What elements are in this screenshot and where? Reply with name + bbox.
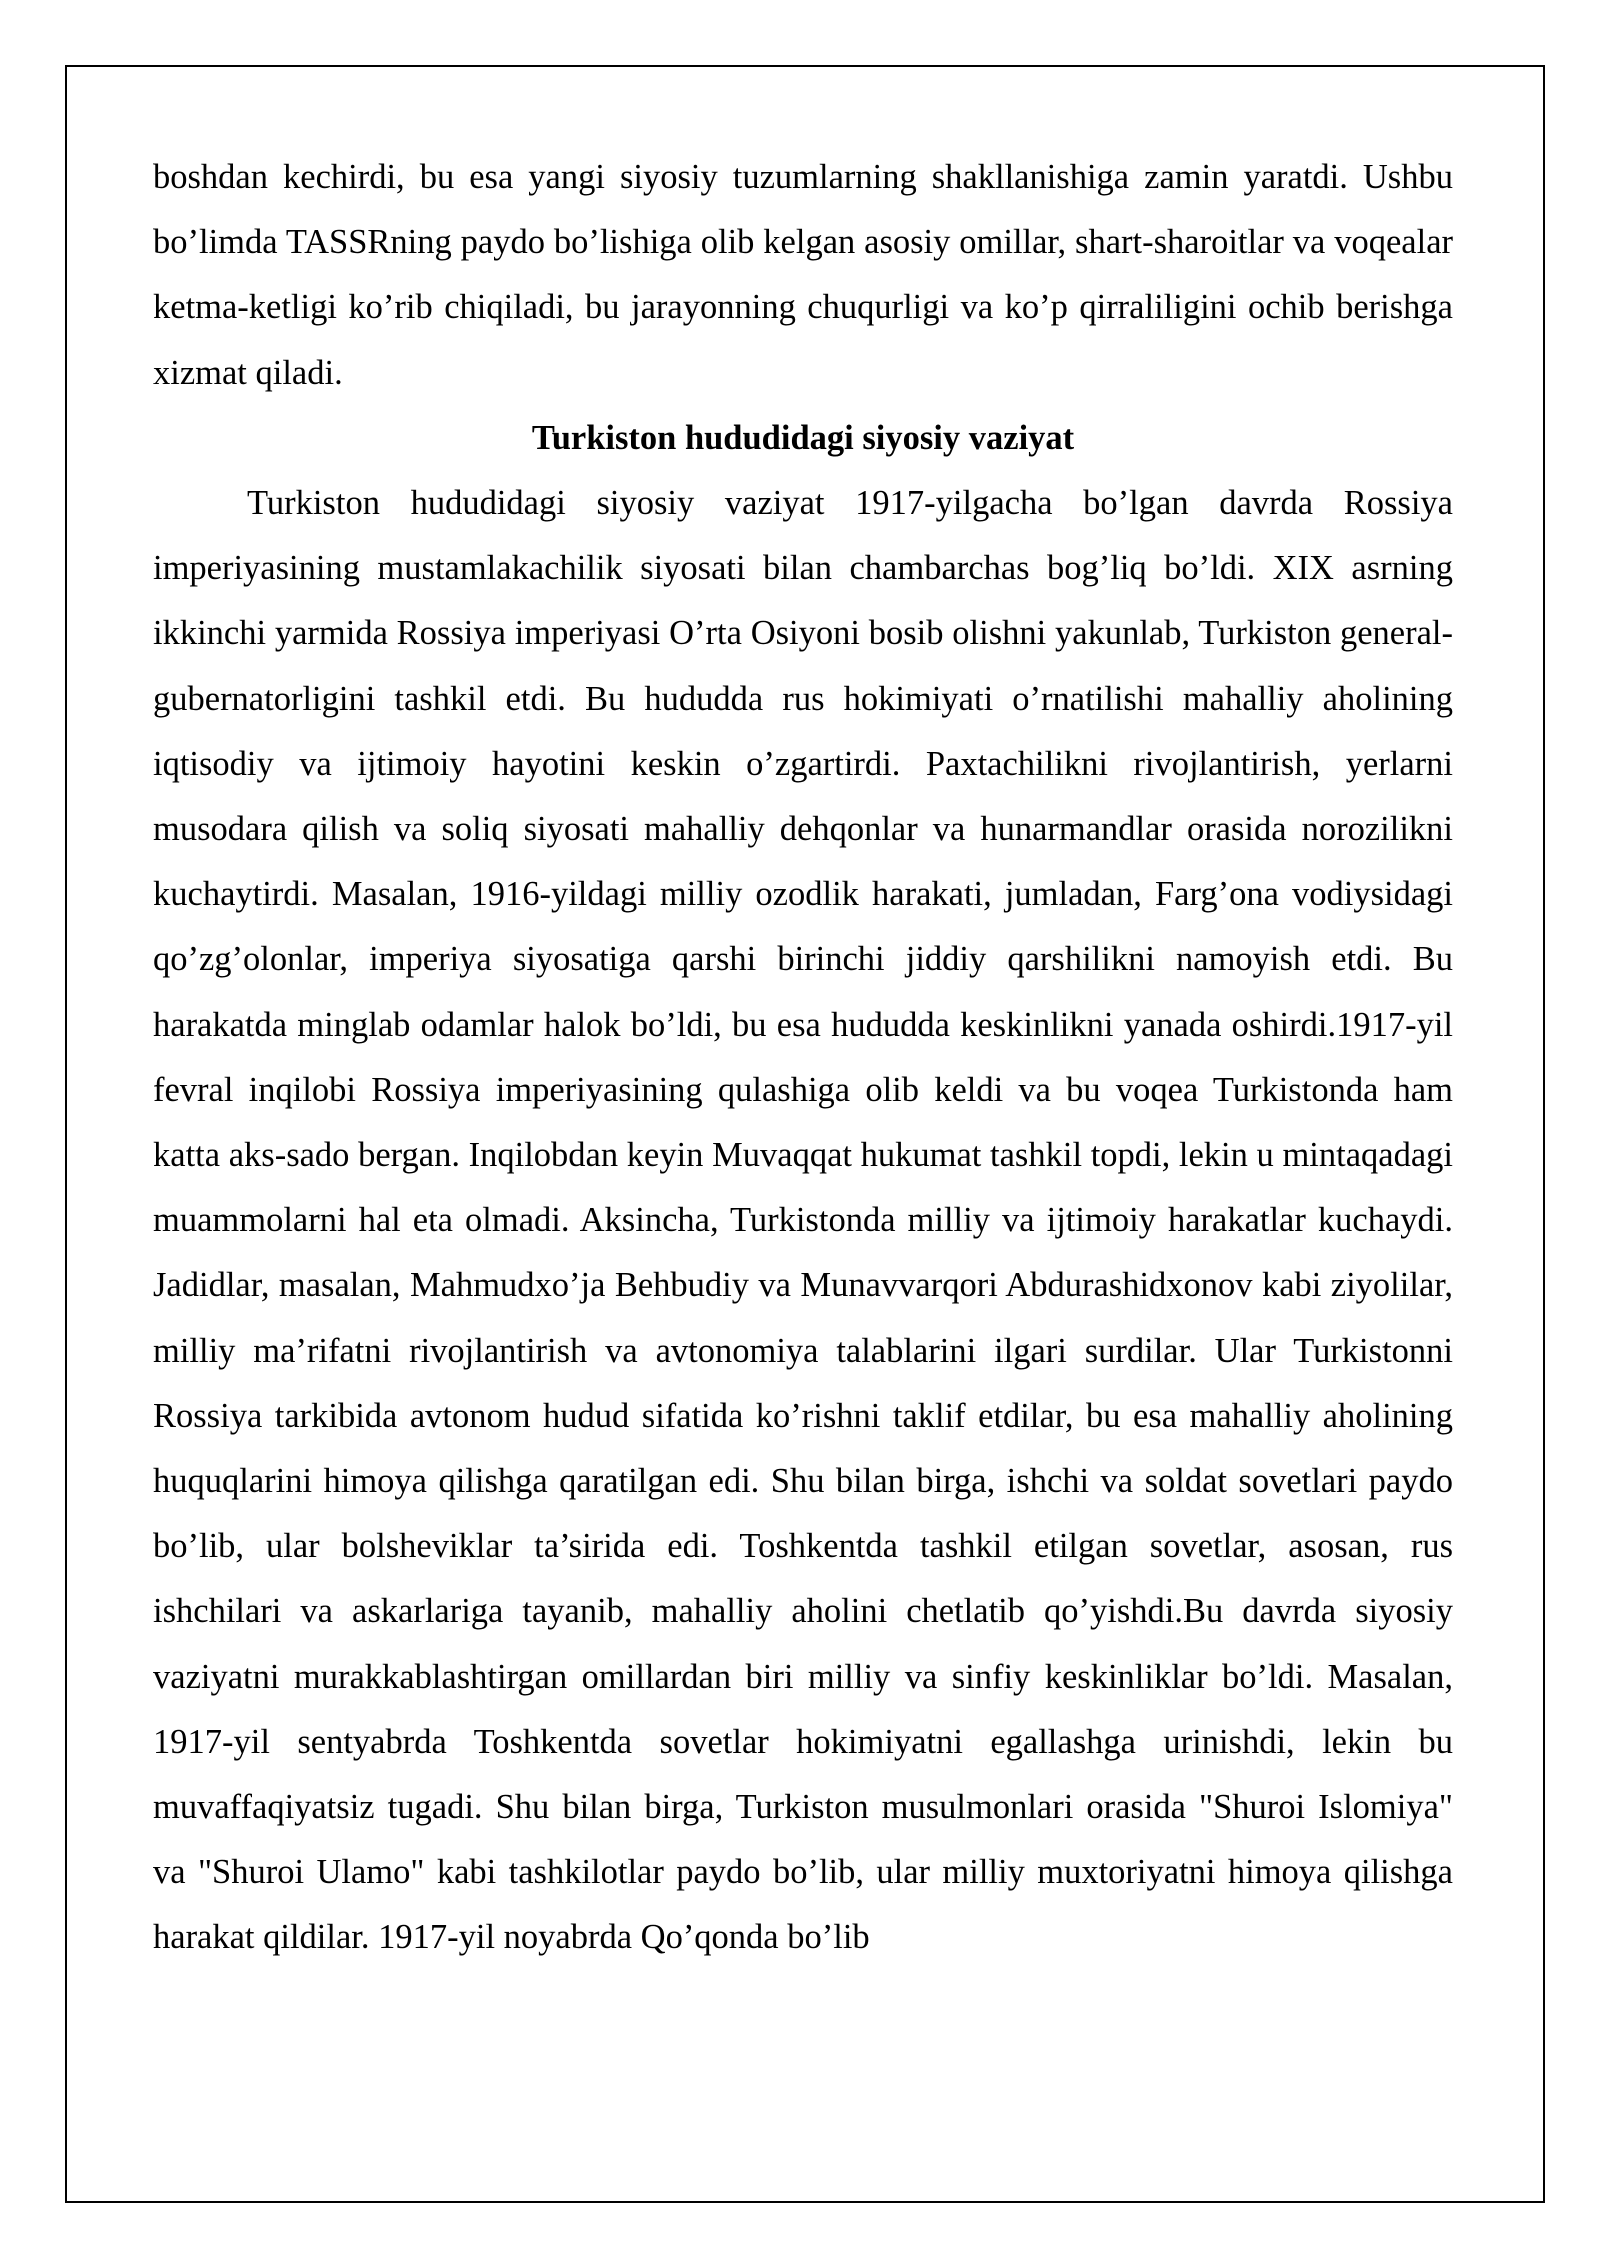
intro-paragraph: boshdan kechirdi, bu esa yangi siyosiy tuzumlarning shakllanishiga zamin yaratdi. Ushbu bo’limda TASSRning paydo bo’lishiga olib kelgan asosiy omillar, shart-sharoitlar va voqealar ketma-ketligi ko’rib chiqiladi, bu jarayonning chuqurligi va ko’p qirraliligini ochib berishga xizmat qiladi. xyxy=(153,158,1453,392)
section-heading: Turkiston hududidagi siyosiy vaziyat xyxy=(531,418,1075,457)
body-paragraph: Turkiston hududidagi siyosiy vaziyat 1917-yilgacha bo’lgan davrda Rossiya imperiyasining mustamlakachilik siyosati bilan chambarchas bog’liq bo’ldi. XIX asrning ikkinchi yarmida Rossiya imperiyasi O’rta Osiyoni bosib olishni yakunlab, Turkiston general-gubernatorligini tashkil etdi. Bu hududda rus hokimiyati o’rnatilishi mahalliy aholining iqtisodiy va ijtimoiy hayotini keskin o’zgartirdi. Paxtachilikni rivojlantirish, yerlarni musodara qilish va soliq siyosati mahalliy dehqonlar va hunarmandlar orasida norozilikni kuchaytirdi. Masalan, 1916-yildagi milliy ozodlik harakati, jumladan, Farg’ona vodiysidagi qo’zg’olonlar, imperiya siyosatiga qarshi birinchi jiddiy qarshilikni namoyish etdi. Bu harakatda minglab odamlar halok bo’ldi, bu esa hududda keskinlikni yanada oshirdi.1917-yil fevral inqilobi Rossiya imperiyasining qulashiga olib keldi va bu voqea Turkistonda ham katta aks-sado bergan. Inqilobdan keyin Muvaqqat hukumat tashkil topdi, lekin u mintaqadagi muammolarni hal eta olmadi. Aksincha, Turkistonda milliy va ijtimoiy harakatlar kuchaydi. Jadidlar, masalan, Mahmudxo’ja Behbudiy va Munavvarqori Abdurashidxonov kabi ziyolilar, milliy ma’rifatni rivojlantirish va avtonomiya talablarini ilgari surdilar. Ular Turkistonni Rossiya tarkibida avtonom hudud sifatida ko’rishni taklif etdilar, bu esa mahalliy aholining huquqlarini himoya qilishga qaratilgan edi. Shu bilan birga, ishchi va soldat sovetlari paydo bo’lib, ular bolsheviklar ta’sirida edi. Toshkentda tashkil etilgan sovetlar, asosan, rus ishchilari va askarlariga tayanib, mahalliy aholini chetlatib qo’yishdi.Bu davrda siyosiy vaziyatni murakkablashtirgan omillardan biri milliy va sinfiy keskinliklar bo’ldi. Masalan, 1917-yil sentyabrda Toshkentda sovetlar hokimiyatni egallashga urinishdi, lekin bu muvaffaqiyatsiz tugadi. Shu bilan birga, Turkiston musulmonlari orasida "Shuroi Islomiya" va "Shuroi Ulamo" kabi tashkilotlar paydo bo’lib, ular milliy muxtoriyatni himoya qilishga harakat qildilar. 1917-yil noyabrda Qo’qonda bo’lib xyxy=(153,484,1453,1957)
document-body xyxy=(153,145,1453,1971)
